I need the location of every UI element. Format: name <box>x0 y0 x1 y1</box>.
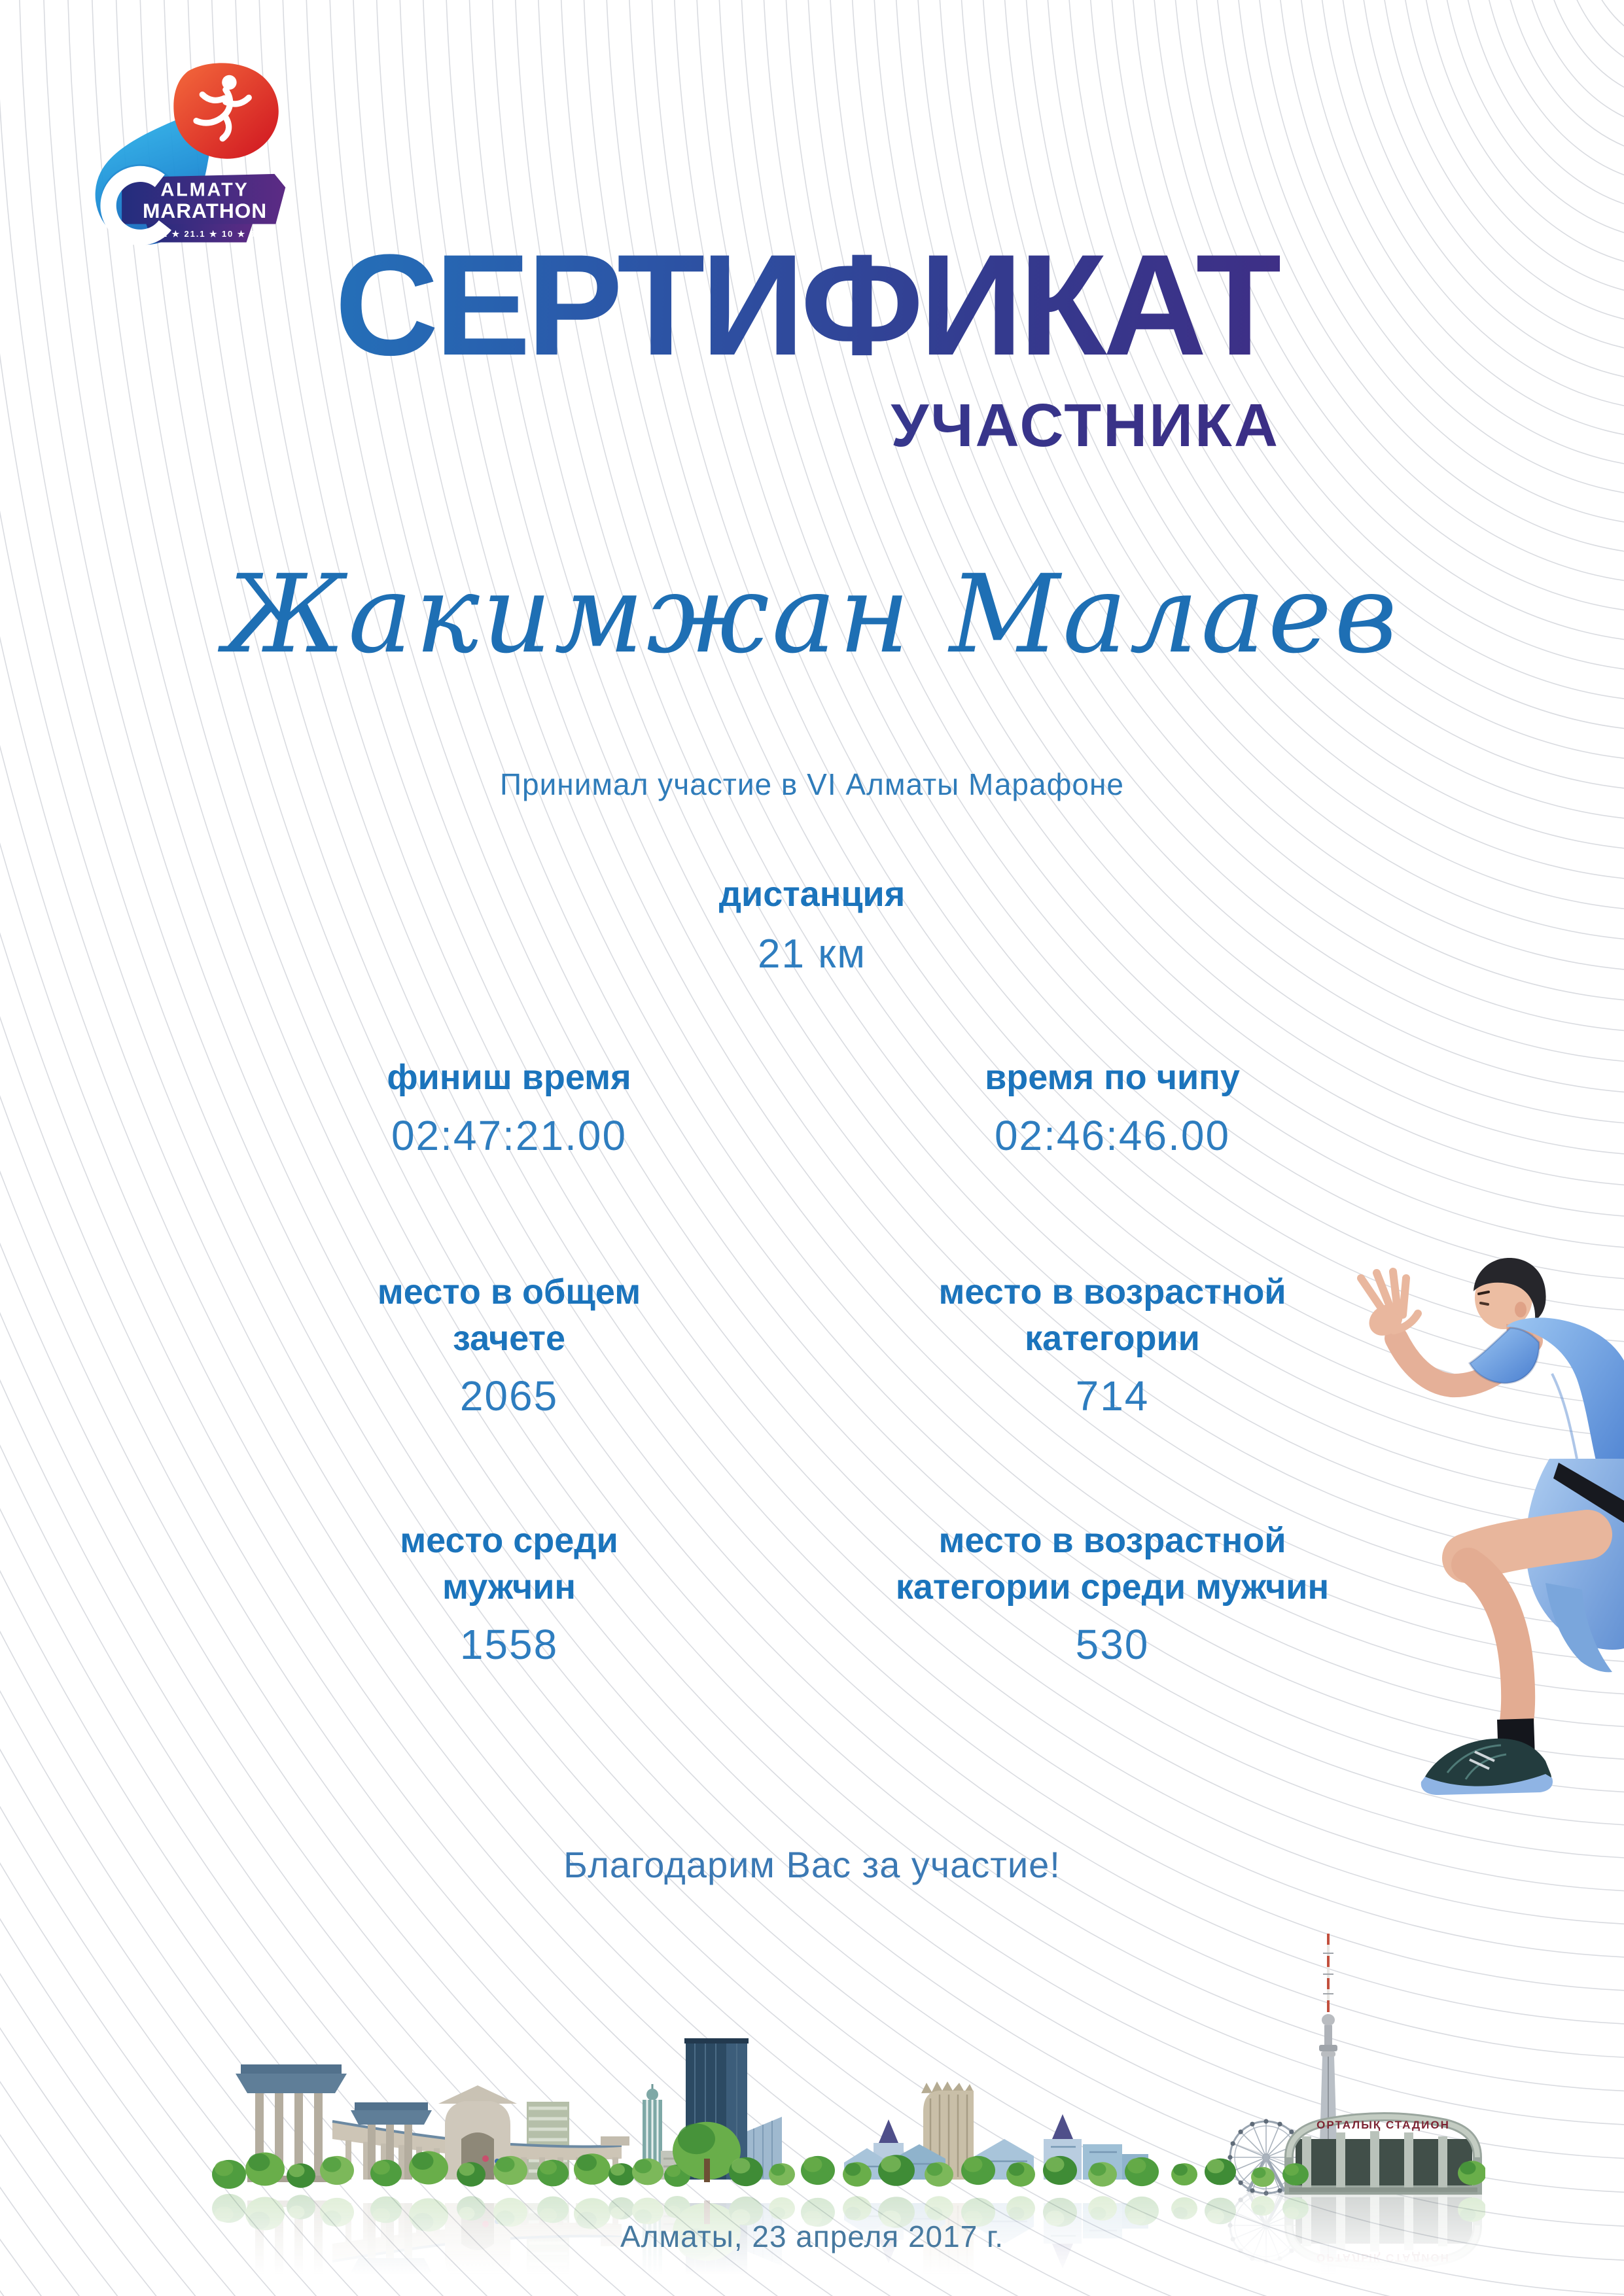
distance-label: дистанция <box>718 875 906 914</box>
overall-place-value: 2065 <box>459 1372 559 1419</box>
stadium <box>1289 2117 1477 2192</box>
distance-block <box>0 871 1624 977</box>
finish-time-value: 02:47:21.00 <box>391 1112 627 1160</box>
certificate-heading <box>0 224 1280 459</box>
participation-line: Принимал участие в VI Алматы Марафоне <box>499 767 1125 801</box>
age-category-place-block <box>851 1269 1374 1420</box>
runner-thigh <box>1467 1535 1587 1558</box>
distance-value: 21 км <box>758 931 866 977</box>
men-place-value: 1558 <box>459 1620 559 1668</box>
age-category-men-place-label: место в возрастной категории среди мужчин <box>895 1521 1330 1607</box>
logo-text-almaty: ALMATY <box>160 179 249 201</box>
runner-calf <box>1468 1565 1518 1731</box>
logo-text-marathon: MARATHON <box>143 199 268 223</box>
thanks-line: Благодарим Вас за участие! <box>563 1844 1061 1885</box>
age-category-place-value: 714 <box>1075 1372 1150 1419</box>
location-date: Алматы, 23 апреля 2017 г. <box>620 2219 1004 2253</box>
finish-time-label: финиш время <box>387 1058 631 1097</box>
page-title: СЕРТИФИКАТ <box>0 233 1280 377</box>
men-place-label: место среди мужчин <box>400 1521 618 1607</box>
age-category-men-place-block <box>851 1518 1374 1669</box>
runner-sleeve <box>1470 1328 1539 1383</box>
overall-place-block <box>275 1269 743 1420</box>
chip-time-label: время по чипу <box>985 1058 1240 1097</box>
stadium-sign: ОРТАЛЫҚ СТАДИОН <box>1316 2119 1450 2131</box>
page-subtitle: УЧАСТНИКА <box>0 395 1280 456</box>
men-place-block <box>275 1518 743 1669</box>
chip-time-block <box>851 1054 1374 1160</box>
participant-name: Жакимжан Малаев <box>224 551 1400 677</box>
tv-tower <box>1319 1934 1337 2144</box>
finish-time-block <box>275 1054 743 1160</box>
age-category-men-place-value: 530 <box>1075 1620 1150 1668</box>
age-category-place-label: место в возрастной категории <box>938 1272 1286 1359</box>
chip-time-value: 02:46:46.00 <box>994 1112 1231 1160</box>
overall-place-label: место в общем зачете <box>377 1272 641 1359</box>
